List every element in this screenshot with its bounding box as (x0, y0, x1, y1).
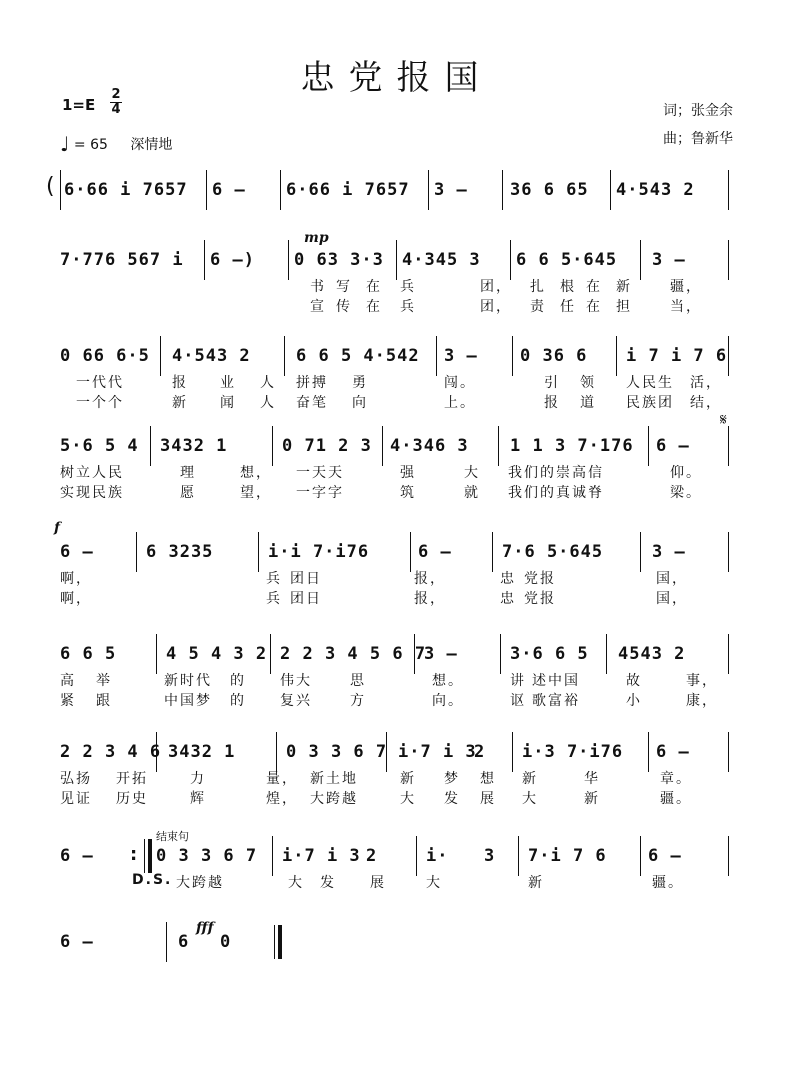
system-2 (60, 230, 730, 280)
system-1 (46, 170, 730, 210)
measure: 0 36 6 (520, 346, 588, 366)
measure: 36 6 65 (510, 180, 589, 200)
measure: i·i 7·i76 (268, 542, 370, 562)
measure: 0 3 3 6 7 (286, 742, 388, 762)
system-3 (60, 336, 730, 376)
measure: 4·346 3 (390, 436, 469, 456)
measure: 6 (178, 932, 190, 952)
dynamic-fff: fff (196, 920, 214, 936)
tempo-marking: ♩ = 65 深情地 (60, 132, 173, 156)
measure: 0 66 6·5 (60, 346, 150, 366)
measure: 6 – (656, 742, 690, 762)
key-signature: 1=E (62, 96, 96, 114)
measure: 2 (474, 742, 486, 762)
measure: 6 – (60, 846, 94, 866)
measure: 6 – (60, 932, 94, 952)
measure: i· (426, 846, 449, 866)
lyrics-system-8: D.S. 大跨越 大 发 展 大 新 疆。 (132, 872, 684, 891)
system-6 (60, 634, 730, 674)
measure: 2 (366, 846, 378, 866)
measure: 6 – (60, 542, 94, 562)
measure: 4·543 2 (172, 346, 251, 366)
measure: 3·6 6 5 (510, 644, 589, 664)
lyrics-system-5: 啊， 兵 团日 报， 忠 党报 国， 啊， 兵 团日 报， 忠 党报 国， (60, 571, 688, 607)
composer-credit: 曲；鲁新华 (663, 131, 733, 147)
measure: 4543 2 (618, 644, 686, 664)
system-5 (54, 520, 730, 572)
measure: 6 3235 (146, 542, 214, 562)
measure: 0 63 3·3 (294, 250, 384, 270)
measure: 3 (484, 846, 496, 866)
measure: i 7 i 7 6 (626, 346, 728, 366)
segno-icon: 𝄋 (720, 410, 727, 429)
system-9 (60, 922, 730, 962)
ds-marking: D.S. (132, 872, 173, 888)
open-paren: ( (46, 174, 55, 199)
measure: i·7 i 3 (398, 742, 477, 762)
measure: 6 – (418, 542, 452, 562)
quarter-note-icon: ♩ (60, 132, 70, 156)
measure: 0 3 3 6 7 (156, 846, 258, 866)
lyrics-system-4: 树立人民 理 想， 一天天 强 大 我们的崇高信 仰。 实现民族 愿 望， 一字字 筑 就 我们的真诚脊 梁。 (60, 465, 702, 501)
measure: i·7 i 3 (282, 846, 361, 866)
measure: 6 – (212, 180, 246, 200)
time-signature: 2 4 (111, 87, 121, 117)
dynamic-f: f (54, 520, 61, 536)
dynamic-mp: mp (304, 230, 329, 246)
measure: 3 – (444, 346, 478, 366)
measure: 6·66 i 7657 (286, 180, 410, 200)
lyricist-credit: 词；张金余 (663, 103, 733, 119)
measure: 4·345 3 (402, 250, 481, 270)
measure: 7·i 7 6 (528, 846, 607, 866)
measure: 2 2 3 4 5 6 7 (280, 644, 427, 664)
measure: 7·776 567 i (60, 250, 184, 270)
lyrics-system-7: 弘扬 开拓 力 量， 新土地 新 梦 想 新 华 章。 见证 历史 辉 煌， 大跨越 大 发 展 大 新 疆。 (60, 771, 692, 807)
measure: 3 – (652, 250, 686, 270)
system-4 (60, 410, 730, 466)
ending-label: 结束句 (156, 830, 189, 843)
measure: 3 – (434, 180, 468, 200)
measure: 3 – (652, 542, 686, 562)
lyrics-system-3: 一代代 报 业 人 拼搏 勇 闯。 引 领 人民生 活， 一个个 新 闻 人 奋笔 向 上。 报 道 民族团 结， (76, 375, 722, 411)
measure: 5·6 5 4 (60, 436, 139, 456)
lyrics-system-6: 高 举 新时代 的 伟大 思 想。 讲 述中国 故 事， 紧 跟 中国梦 的 复兴 方 向。 讴 歌富裕 小 康， (60, 673, 718, 709)
repeat-dots: : (130, 844, 138, 865)
measure: i·3 7·i76 (522, 742, 624, 762)
measure: 0 71 2 3 (282, 436, 372, 456)
lyrics-system-2: 书 写 在 兵 团， 扎 根 在 新 疆， 宣 传 在 兵 团， 责 任 在 担 当， (310, 279, 702, 315)
measure: 2 2 3 4 6 (60, 742, 162, 762)
measure: 4·543 2 (616, 180, 695, 200)
system-8 (60, 830, 730, 876)
measure: 6 – (648, 846, 682, 866)
measure: 0 (220, 932, 232, 952)
measure: 6 –) (210, 250, 255, 270)
measure: 6·66 i 7657 (64, 180, 188, 200)
song-title: 忠党报国 (300, 58, 493, 98)
measure: 3432 1 (168, 742, 236, 762)
measure: 6 6 5 (60, 644, 117, 664)
measure: 4 5 4 3 2 (166, 644, 268, 664)
measure: 1 1 3 7·176 (510, 436, 634, 456)
measure: 6 – (656, 436, 690, 456)
measure: 3 – (424, 644, 458, 664)
measure: 6 6 5·645 (516, 250, 618, 270)
measure: 7·6 5·645 (502, 542, 604, 562)
measure: 6 6 5 4·542 (296, 346, 420, 366)
measure: 3432 1 (160, 436, 228, 456)
system-7 (60, 732, 730, 772)
